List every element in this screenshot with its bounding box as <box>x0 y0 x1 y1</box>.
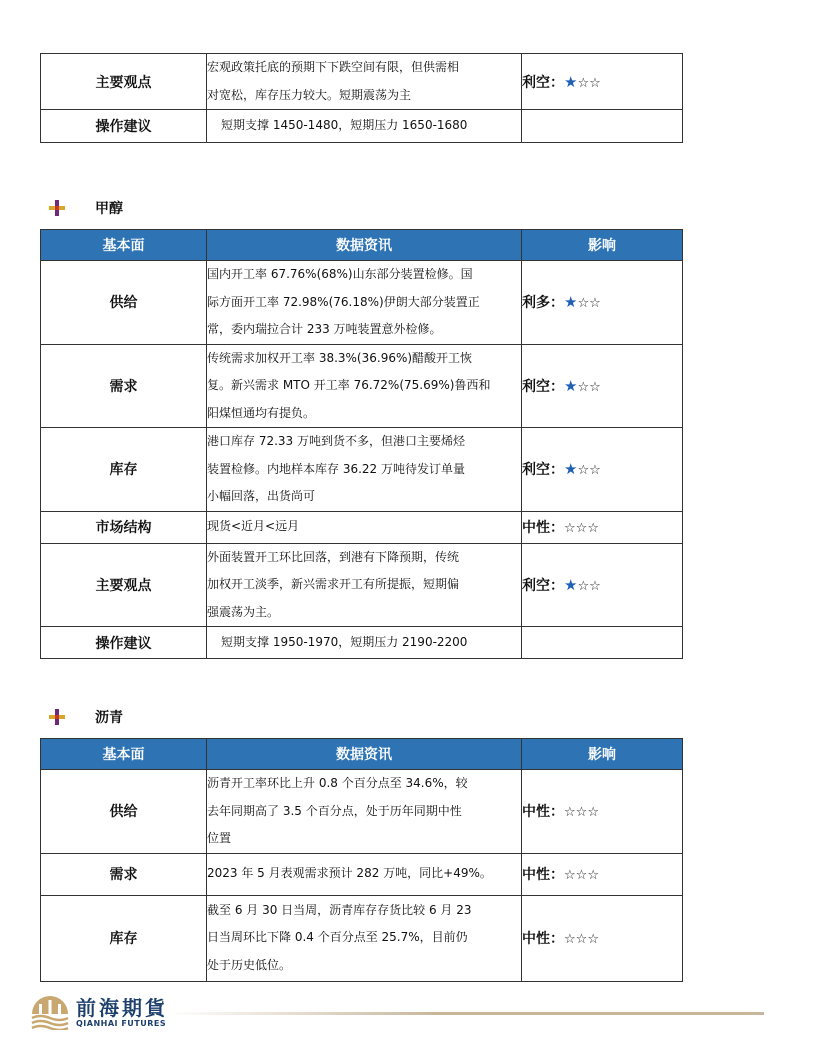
row-category: 需求 <box>41 853 207 895</box>
header-fundamentals: 基本面 <box>41 230 207 261</box>
methanol-section-header <box>48 198 123 218</box>
header-fundamentals: 基本面 <box>41 739 207 770</box>
header-impact: 影响 <box>522 230 683 261</box>
bullet-marker-icon <box>48 708 66 726</box>
row-data-info <box>207 344 522 428</box>
row-data-info <box>207 110 522 143</box>
row-category: 主要观点 <box>41 543 207 627</box>
star-empty-icon: ☆ <box>577 296 590 312</box>
impact-label: 中性： <box>522 520 564 536</box>
asphalt-table-body <box>41 770 683 982</box>
row-category: 操作建议 <box>41 627 207 659</box>
row-impact <box>522 511 683 543</box>
top-continuation-table <box>40 53 683 143</box>
row-impact <box>522 770 683 854</box>
impact-label: 利多： <box>522 295 564 312</box>
impact-label: 利空： <box>522 378 564 395</box>
row-data-info <box>207 627 522 659</box>
row-category: 库存 <box>41 895 207 981</box>
table-row <box>41 511 683 543</box>
star-filled-icon: ★ <box>564 293 578 312</box>
methanol-title: 甲醇 <box>95 201 123 217</box>
row-impact <box>522 428 683 512</box>
row-data-info <box>207 853 522 895</box>
info-line: 加权开工淡季，新兴需求开工有所提振，短期偏 <box>207 577 460 591</box>
star-filled-icon: ★ <box>564 575 578 594</box>
info-line: 处于历史低位。 <box>207 957 292 972</box>
table-row <box>41 261 683 345</box>
info-line: 对宽松，库存压力较大。短期震荡为主 <box>207 87 412 102</box>
impact-label: 利空： <box>522 462 564 479</box>
star-empty-icon: ☆ <box>575 521 588 536</box>
impact-label: 利空： <box>522 577 564 594</box>
asphalt-table <box>40 738 683 982</box>
info-line: 常，委内瑞拉合计 233 万吨装置意外检修。 <box>207 322 442 336</box>
row-category: 供给 <box>41 770 207 854</box>
row-category: 供给 <box>41 261 207 345</box>
info-line: 截至 6 月 30 日当周，沥青库存存货比较 6 月 23 <box>207 902 472 917</box>
table-row <box>41 344 683 428</box>
star-filled-icon: ★ <box>564 376 578 395</box>
info-line: 位置 <box>207 831 232 845</box>
star-empty-icon: ☆ <box>587 805 599 821</box>
info-line: 阳煤恒通均有提负。 <box>207 405 316 420</box>
table-row <box>41 54 683 110</box>
star-empty-icon: ☆ <box>589 379 601 395</box>
row-data-info <box>207 428 522 512</box>
star-empty-icon: ☆ <box>589 578 601 594</box>
row-data-info <box>207 54 522 110</box>
asphalt-section-header <box>48 707 123 727</box>
footer-divider <box>168 1012 764 1015</box>
star-empty-icon: ☆ <box>587 521 599 536</box>
table-row <box>41 627 683 659</box>
impact-label: 中性： <box>522 867 564 883</box>
impact-label: 利空： <box>522 74 564 91</box>
info-line: 2023 年 5 月表观需求预计 282 万吨，同比+49%。 <box>207 866 492 881</box>
row-data-info <box>207 511 522 543</box>
row-impact <box>522 54 683 110</box>
info-line: 短期支撑 1950-1970，短期压力 2190-2200 <box>221 634 468 649</box>
row-data-info <box>207 261 522 345</box>
info-line: 小幅回落，出货尚可 <box>207 489 316 503</box>
info-line: 外面装置开工环比回落，到港有下降预期，传统 <box>207 549 460 564</box>
top-table-body <box>41 54 683 143</box>
info-line: 去年同期高了 3.5 个百分点，处于历年同期中性 <box>207 803 462 818</box>
info-line: 宏观政策托底的预期下下跌空间有限，但供需相 <box>207 60 460 74</box>
table-row <box>41 110 683 143</box>
header-data-info: 数据资讯 <box>207 230 522 261</box>
row-impact <box>522 895 683 981</box>
info-line: 际方面开工率 72.98%(76.18%)伊朗大部分装置正 <box>207 294 480 309</box>
row-data-info <box>207 543 522 627</box>
info-line: 现货<近月<远月 <box>207 519 300 534</box>
impact-label: 中性： <box>522 804 564 821</box>
star-empty-icon: ☆ <box>589 463 601 479</box>
row-impact <box>522 344 683 428</box>
header-impact: 影响 <box>522 739 683 770</box>
star-empty-icon: ☆ <box>564 521 576 536</box>
asphalt-title: 沥青 <box>95 710 123 726</box>
info-line: 装置检修。内地样本库存 36.22 万吨待发订单量 <box>207 461 465 476</box>
star-filled-icon: ★ <box>564 72 578 91</box>
star-empty-icon: ☆ <box>564 932 576 947</box>
footer-logo <box>30 994 168 1030</box>
star-empty-icon: ☆ <box>587 868 599 883</box>
table-row <box>41 428 683 512</box>
impact-label: 中性： <box>522 931 564 947</box>
row-impact <box>522 110 683 143</box>
star-empty-icon: ☆ <box>587 932 599 947</box>
row-data-info <box>207 770 522 854</box>
star-empty-icon: ☆ <box>564 868 576 883</box>
info-line: 港口库存 72.33 万吨到货不多，但港口主要烯烃 <box>207 434 465 448</box>
star-empty-icon: ☆ <box>589 75 601 91</box>
table-row <box>41 895 683 981</box>
logo-chinese-name: 前海期貨 <box>76 995 168 1020</box>
row-impact <box>522 853 683 895</box>
star-filled-icon: ★ <box>564 460 578 479</box>
table-row <box>41 770 683 854</box>
row-impact <box>522 261 683 345</box>
row-category: 操作建议 <box>41 110 207 143</box>
row-category: 市场结构 <box>41 511 207 543</box>
row-category: 主要观点 <box>41 54 207 110</box>
info-line: 国内开工率 67.76%(68%)山东部分装置检修。国 <box>207 267 473 281</box>
table-row <box>41 543 683 627</box>
star-empty-icon: ☆ <box>575 805 588 821</box>
star-empty-icon: ☆ <box>577 578 590 594</box>
star-empty-icon: ☆ <box>575 868 588 883</box>
row-impact <box>522 543 683 627</box>
table-row <box>41 853 683 895</box>
methanol-table-body <box>41 261 683 659</box>
info-line: 日当周环比下降 0.4 个百分点至 25.7%，目前仍 <box>207 930 468 945</box>
star-empty-icon: ☆ <box>577 379 590 395</box>
star-empty-icon: ☆ <box>589 296 601 312</box>
qianhai-logo-icon <box>30 994 70 1030</box>
row-data-info <box>207 895 522 981</box>
info-line: 沥青开工率环比上升 0.8 个百分点至 34.6%，较 <box>207 776 468 790</box>
star-empty-icon: ☆ <box>564 805 576 821</box>
star-empty-icon: ☆ <box>577 463 590 479</box>
row-category: 库存 <box>41 428 207 512</box>
info-line: 传统需求加权开工率 38.3%(36.96%)醋酸开工恢 <box>207 350 473 365</box>
star-empty-icon: ☆ <box>577 75 590 91</box>
methanol-table <box>40 229 683 659</box>
header-data-info: 数据资讯 <box>207 739 522 770</box>
star-empty-icon: ☆ <box>575 932 588 947</box>
info-line: 复。新兴需求 MTO 开工率 76.72%(75.69%)鲁西和 <box>207 378 491 392</box>
info-line: 强震荡为主。 <box>207 604 280 619</box>
row-impact <box>522 627 683 659</box>
info-line: 短期支撑 1450-1480，短期压力 1650-1680 <box>221 118 468 133</box>
row-category: 需求 <box>41 344 207 428</box>
bullet-marker-icon <box>48 199 66 217</box>
logo-english-name: QIANHAI FUTURES <box>76 1018 167 1028</box>
